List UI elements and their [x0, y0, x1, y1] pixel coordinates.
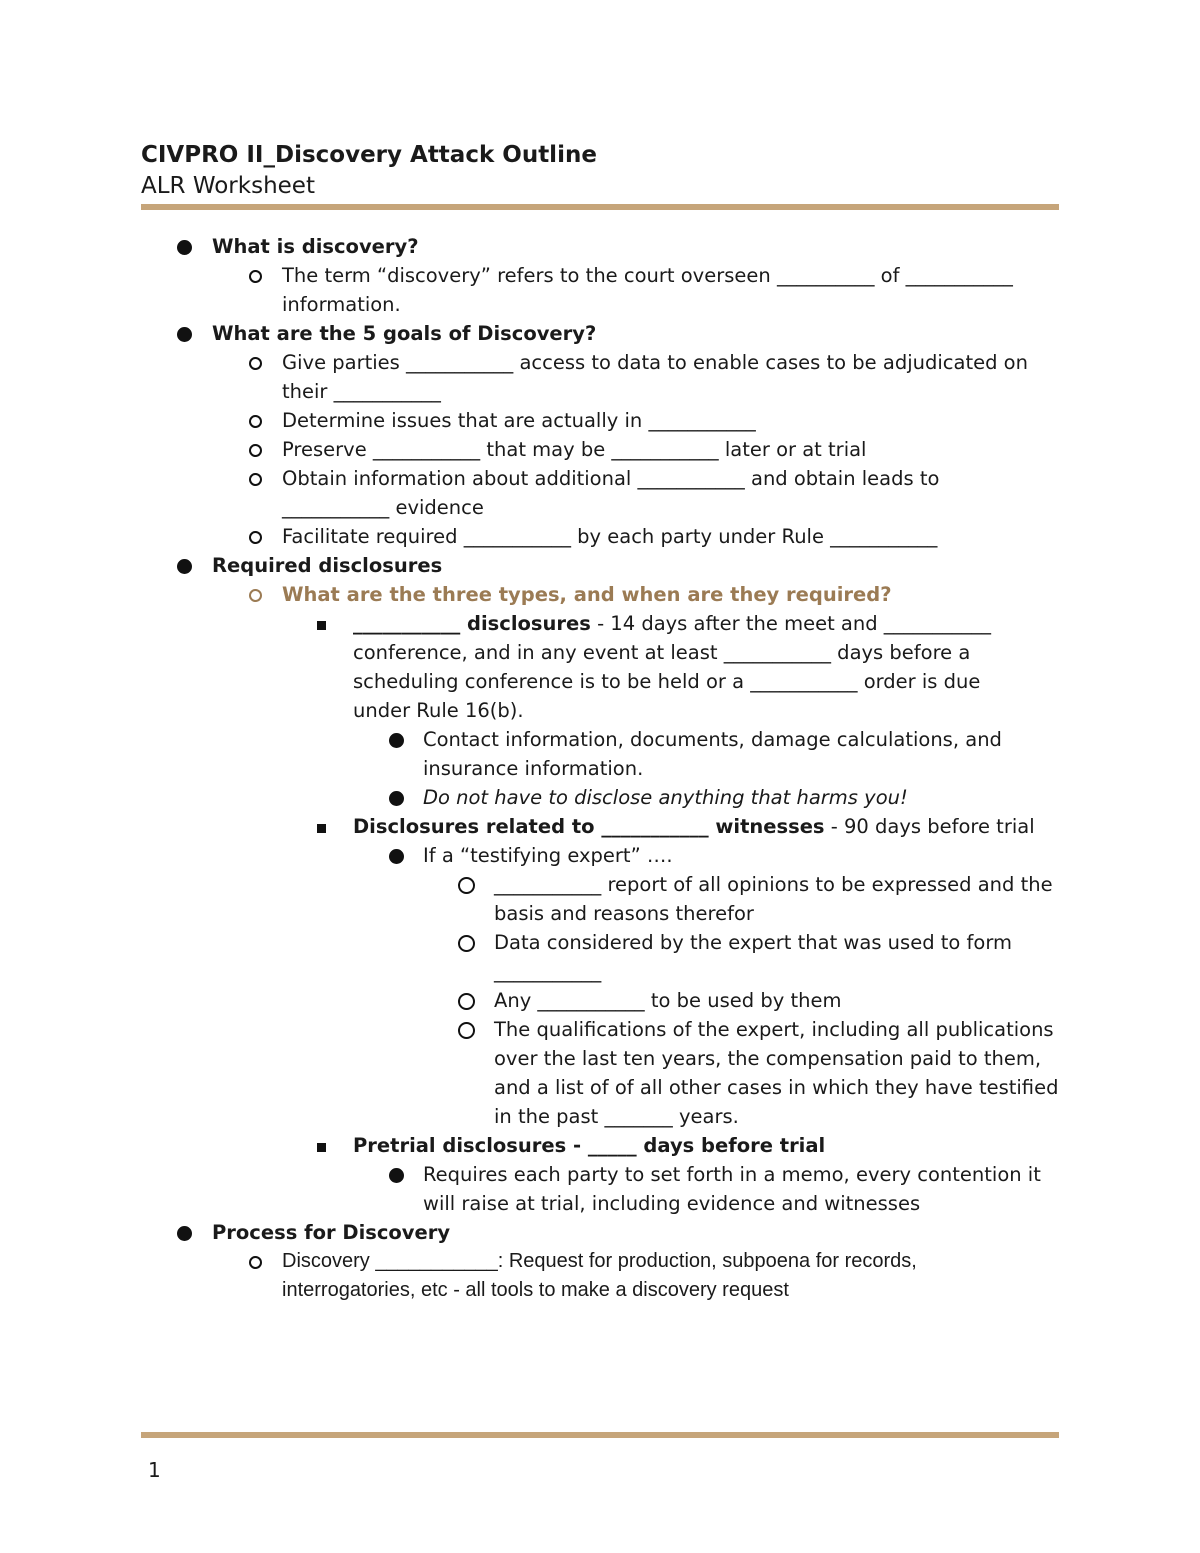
disc-bullet-icon [389, 733, 404, 748]
item-discovery-tools [0, 1247, 1200, 1305]
outline-text: Facilitate required ___________ by each party under Rule ___________ [282, 525, 938, 548]
footer-divider [141, 1432, 1059, 1438]
item-any-exhibits [0, 986, 1200, 1015]
ring-bullet-icon [249, 473, 262, 486]
item-goal-preserve [0, 435, 1200, 464]
ring-bullet-icon [249, 415, 262, 428]
outline-text [353, 812, 1043, 841]
outline-text: Contact information, documents, damage calculations, and insurance information. [423, 728, 1002, 780]
disc-bullet-icon [389, 1168, 404, 1183]
circle-bullet-icon [458, 877, 475, 894]
outline-bold-text: ___________ disclosures [353, 612, 591, 635]
page-number: 1 [148, 1458, 161, 1482]
disc-bullet-icon [177, 240, 192, 255]
outline-text: If a “testifying expert” …. [423, 844, 673, 867]
heading-five-goals [0, 319, 1200, 348]
outline-text: Process for Discovery [212, 1221, 451, 1244]
outline-bold-text: Pretrial disclosures - _____ days before trial [353, 1134, 826, 1157]
square-bullet-icon [317, 824, 326, 833]
item-contact-info [0, 725, 1200, 783]
outline-text: Discovery ___________: Request for production, subpoena for records, interrogatories, etc - all tools to make a discovery request [282, 1250, 917, 1301]
outline-rest-text: - 90 days before trial [824, 815, 1035, 838]
ring-bullet-icon [249, 589, 262, 602]
outline-text: What are the three types, and when are they required? [282, 583, 892, 606]
item-goal-facilitate [0, 522, 1200, 551]
ring-bullet-icon [249, 444, 262, 457]
outline-text: Preserve ___________ that may be ___________ later or at trial [282, 438, 867, 461]
outline-rest-text: - 14 days after the meet and ___________ conference, and in any event at least ___________ days before a scheduling conference is to be held or a ___________ order is due under Rule 16(b). [353, 612, 992, 722]
outline-text: Any ___________ to be used by them [494, 989, 842, 1012]
ring-bullet-icon [249, 531, 262, 544]
outline-text: Determine issues that are actually in ___________ [282, 409, 756, 432]
heading-what-is-discovery [0, 232, 1200, 261]
outline-text: ___________ report of all opinions to be expressed and the basis and reasons therefor [494, 873, 1053, 925]
item-do-not-disclose [0, 783, 1200, 812]
disc-bullet-icon [389, 791, 404, 806]
item-qualifications [0, 1015, 1200, 1131]
outline-text: The qualifications of the expert, including all publications over the last ten years, the compensation paid to them, and a list of of all other cases in which they have testified in the past _______ years. [494, 1018, 1059, 1128]
document-subtitle: ALR Worksheet [141, 173, 315, 199]
outline-text: Required disclosures [212, 554, 443, 577]
circle-bullet-icon [458, 935, 475, 952]
outline-text [353, 1131, 1043, 1160]
ring-bullet-icon [249, 357, 262, 370]
ring-bullet-icon [249, 270, 262, 283]
item-goal-obtain [0, 464, 1200, 522]
outline-text: Requires each party to set forth in a memo, every contention it will raise at trial, including evidence and witnesses [423, 1163, 1041, 1215]
ring-bullet-icon [249, 1256, 262, 1269]
outline-text: Do not have to disclose anything that harms you! [423, 786, 908, 809]
item-expert-disclosures [0, 812, 1200, 841]
heading-process-discovery [0, 1218, 1200, 1247]
item-initial-disclosures [0, 609, 1200, 725]
outline-bold-text: Disclosures related to ___________ witnesses [353, 815, 825, 838]
item-pretrial-disclosures [0, 1131, 1200, 1160]
outline-text: Obtain information about additional ___________ and obtain leads to ___________ evidence [282, 467, 940, 519]
outline-text: What are the 5 goals of Discovery? [212, 322, 597, 345]
item-data-considered [0, 928, 1200, 986]
circle-bullet-icon [458, 993, 475, 1010]
item-goal-issues [0, 406, 1200, 435]
square-bullet-icon [317, 621, 326, 630]
outline-text: Give parties ___________ access to data to enable cases to be adjudicated on their ___________ [282, 351, 1028, 403]
item-requires-memo [0, 1160, 1200, 1218]
disc-bullet-icon [389, 849, 404, 864]
item-report-opinions [0, 870, 1200, 928]
outline-text: Data considered by the expert that was used to form ___________ [494, 931, 1013, 983]
item-term-discovery [0, 261, 1200, 319]
square-bullet-icon [317, 1143, 326, 1152]
disc-bullet-icon [177, 327, 192, 342]
outline-list [0, 232, 1200, 1305]
item-goal-access [0, 348, 1200, 406]
document-title: CIVPRO II_Discovery Attack Outline [141, 142, 597, 168]
outline-text [353, 609, 1043, 725]
disc-bullet-icon [177, 559, 192, 574]
disc-bullet-icon [177, 1226, 192, 1241]
outline-text: What is discovery? [212, 235, 419, 258]
circle-bullet-icon [458, 1022, 475, 1039]
item-three-types-question [0, 580, 1200, 609]
header-divider [141, 204, 1059, 210]
heading-required-disclosures [0, 551, 1200, 580]
item-testifying-expert [0, 841, 1200, 870]
outline-text: The term “discovery” refers to the court overseen __________ of ___________ information. [282, 264, 1013, 316]
